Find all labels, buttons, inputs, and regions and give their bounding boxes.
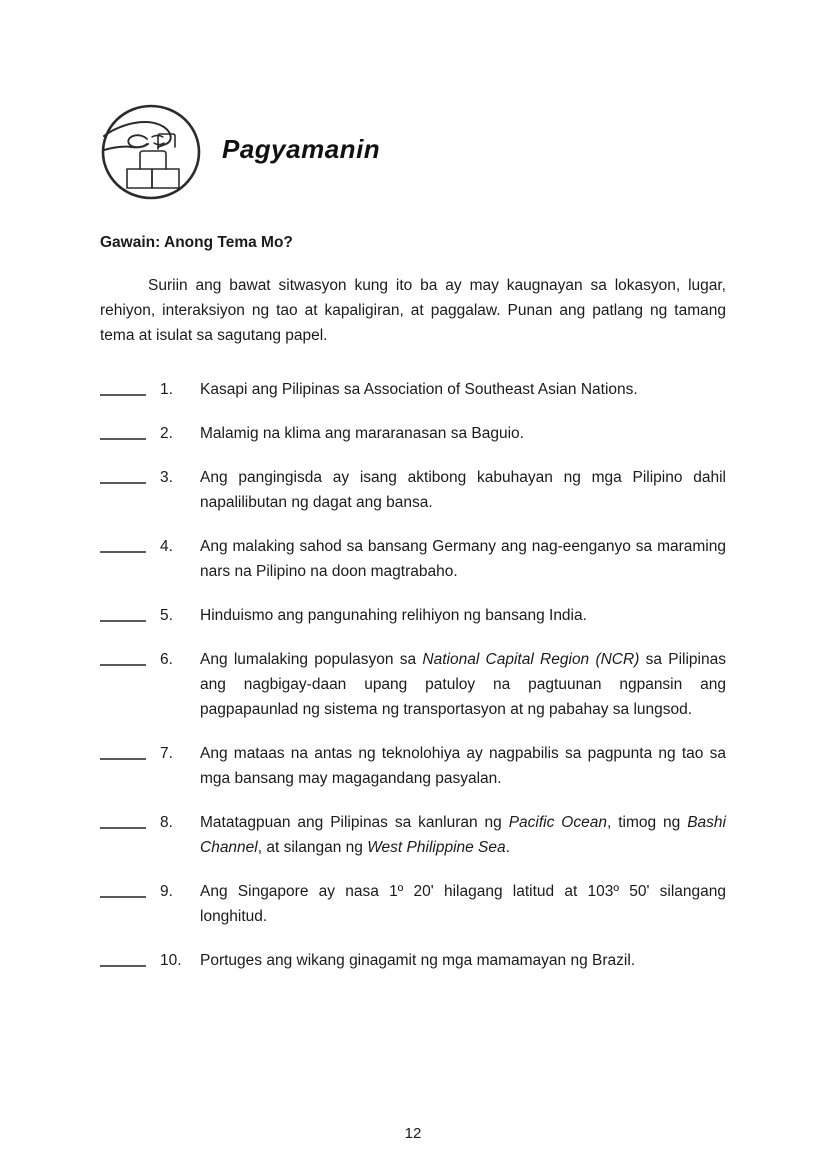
item-number: 5. xyxy=(160,607,173,624)
item-text: Malamig na klima ang mararanasan sa Baguio. xyxy=(200,425,524,442)
item-number: 3. xyxy=(160,469,173,486)
answer-blank-line xyxy=(100,534,146,553)
item-text: Ang lumalaking populasyon sa National Capital Region (NCR) sa Pilipinas ang nagbigay-daan upang patuloy na pagtuunan ngpansin ang pagpapaunlad ng sistema ng transportasyon at ng pabahay sa lungsod. xyxy=(200,651,726,718)
activity-heading: Gawain: Anong Tema Mo? xyxy=(100,234,293,251)
page-number: 12 xyxy=(404,1125,422,1142)
item-number: 6. xyxy=(160,651,173,668)
list-item xyxy=(100,421,726,446)
list-item xyxy=(100,603,726,628)
answer-blank-line xyxy=(100,948,146,967)
item-text: Matatagpuan ang Pilipinas sa kanluran ng Pacific Ocean, timog ng Bashi Channel, at silangan ng West Philippine Sea. xyxy=(200,814,726,856)
answer-blank-line xyxy=(100,741,146,760)
answer-blank-line xyxy=(100,465,146,484)
item-text: Hinduismo ang pangunahing relihiyon ng bansang India. xyxy=(200,607,587,624)
item-text: Ang Singapore ay nasa 1º 20' hilagang latitud at 103º 50' silangang longhitud. xyxy=(200,883,726,925)
hand-stacking-blocks-icon xyxy=(100,103,202,201)
item-number: 1. xyxy=(160,381,173,398)
item-text: Kasapi ang Pilipinas sa Association of Southeast Asian Nations. xyxy=(200,381,638,398)
answer-blank-line xyxy=(100,377,146,396)
item-number: 10. xyxy=(160,952,182,969)
activity-instructions: Suriin ang bawat sitwasyon kung ito ba ay may kaugnayan sa lokasyon, lugar, rehiyon, interaksiyon ng tao at kapaligiran, at paggalaw. Punan ang patlang ng tamang tema at isulat sa sagutang papel. xyxy=(100,277,726,344)
list-item xyxy=(100,741,726,791)
answer-blank-line xyxy=(100,810,146,829)
item-number: 9. xyxy=(160,883,173,900)
list-item xyxy=(100,647,726,722)
item-text: Ang mataas na antas ng teknolohiya ay nagpabilis sa pagpunta ng tao sa mga bansang may magagandang pasyalan. xyxy=(200,745,726,787)
item-text: Portuges ang wikang ginagamit ng mga mamamayan ng Brazil. xyxy=(200,952,636,969)
answer-blank-line xyxy=(100,603,146,622)
section-header xyxy=(100,103,726,201)
item-number: 7. xyxy=(160,745,173,762)
answer-blank-line xyxy=(100,647,146,666)
list-item xyxy=(100,377,726,402)
items-list xyxy=(100,377,726,973)
item-number: 2. xyxy=(160,425,173,442)
section-title: Pagyamanin xyxy=(222,133,381,164)
list-item xyxy=(100,810,726,860)
item-number: 8. xyxy=(160,814,173,831)
list-item xyxy=(100,534,726,584)
item-text: Ang malaking sahod sa bansang Germany ang nag-eenganyo sa maraming nars na Pilipino na doon magtrabaho. xyxy=(200,538,726,580)
item-text: Ang pangingisda ay isang aktibong kabuhayan ng mga Pilipino dahil napalilibutan ng dagat ang bansa. xyxy=(200,469,726,511)
list-item xyxy=(100,465,726,515)
item-number: 4. xyxy=(160,538,173,555)
answer-blank-line xyxy=(100,879,146,898)
list-item xyxy=(100,879,726,929)
list-item xyxy=(100,948,726,973)
answer-blank-line xyxy=(100,421,146,440)
